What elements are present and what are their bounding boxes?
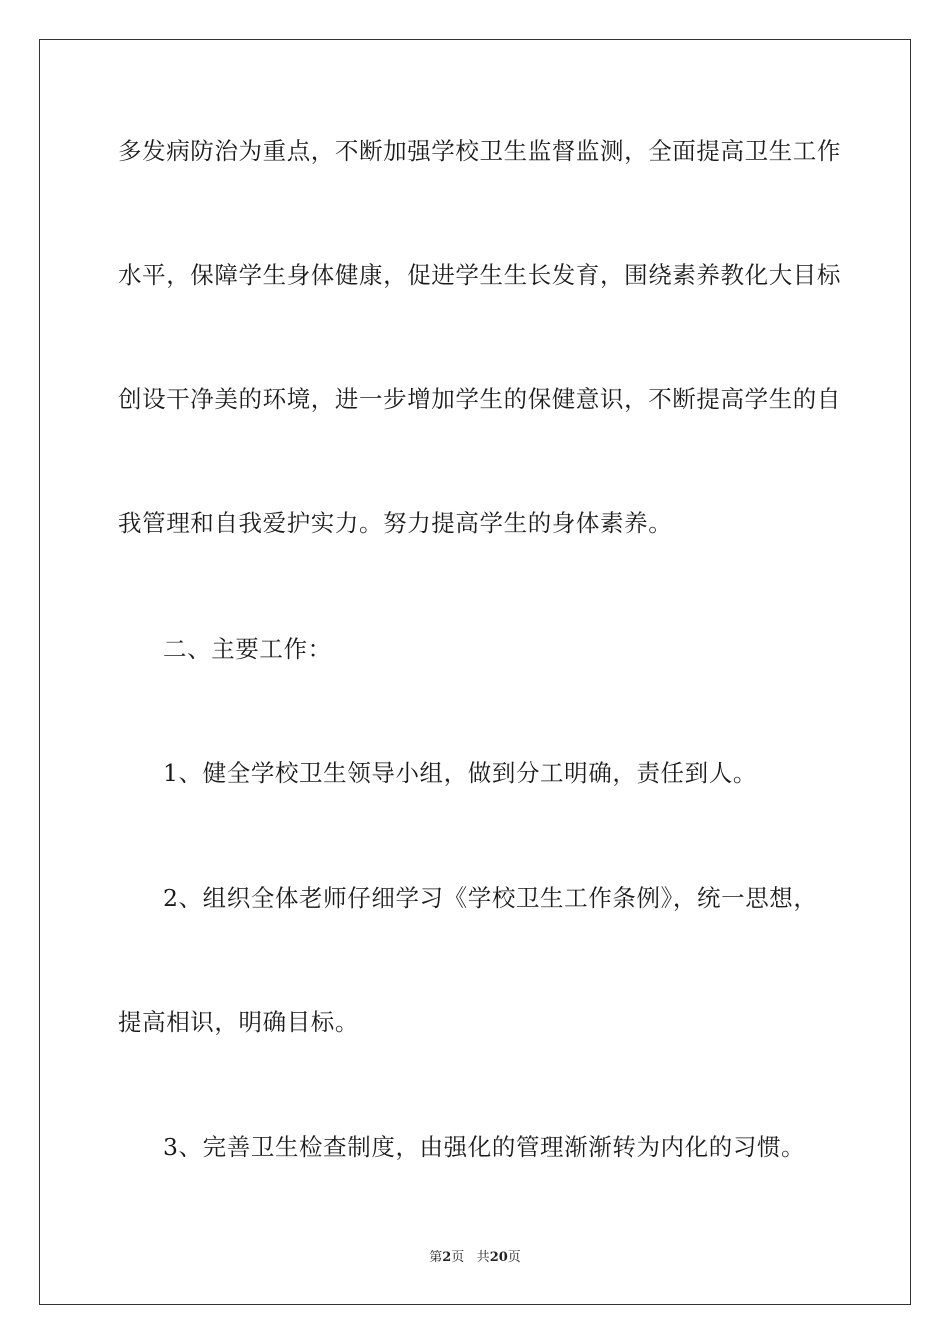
page-suffix: 页 [451, 1250, 465, 1265]
page-prefix: 第 [429, 1250, 443, 1265]
list-item-2: 2、组织全体老师仔细学习《学校卫生工作条例》，统一思想， [163, 884, 818, 912]
list-item-2-continued: 提高相识，明确目标。 [118, 1008, 359, 1036]
body-line-4: 我管理和自我爱护实力。努力提高学生的身体素养。 [118, 509, 673, 537]
list-item-1: 1、健全学校卫生领导小组，做到分工明确，责任到人。 [163, 759, 757, 787]
body-line-3: 创设干净美的环境，进一步增加学生的保健意识，不断提高学生的自 [118, 385, 841, 413]
body-line-2: 水平，保障学生身体健康，促进学生生长发育，围绕素养教化大目标 [118, 261, 841, 289]
total-pages: 20 [489, 1250, 508, 1265]
page-border [39, 39, 911, 1305]
body-line-1: 多发病防治为重点，不断加强学校卫生监督监测，全面提高卫生工作 [118, 137, 841, 165]
total-prefix: 共 [476, 1250, 490, 1265]
section-heading: 二、主要工作： [163, 635, 332, 663]
list-item-3: 3、完善卫生检查制度，由强化的管理渐渐转为内化的习惯。 [163, 1133, 806, 1161]
total-suffix: 页 [507, 1250, 521, 1265]
page-footer [0, 1246, 950, 1265]
page-number: 2 [442, 1250, 452, 1265]
